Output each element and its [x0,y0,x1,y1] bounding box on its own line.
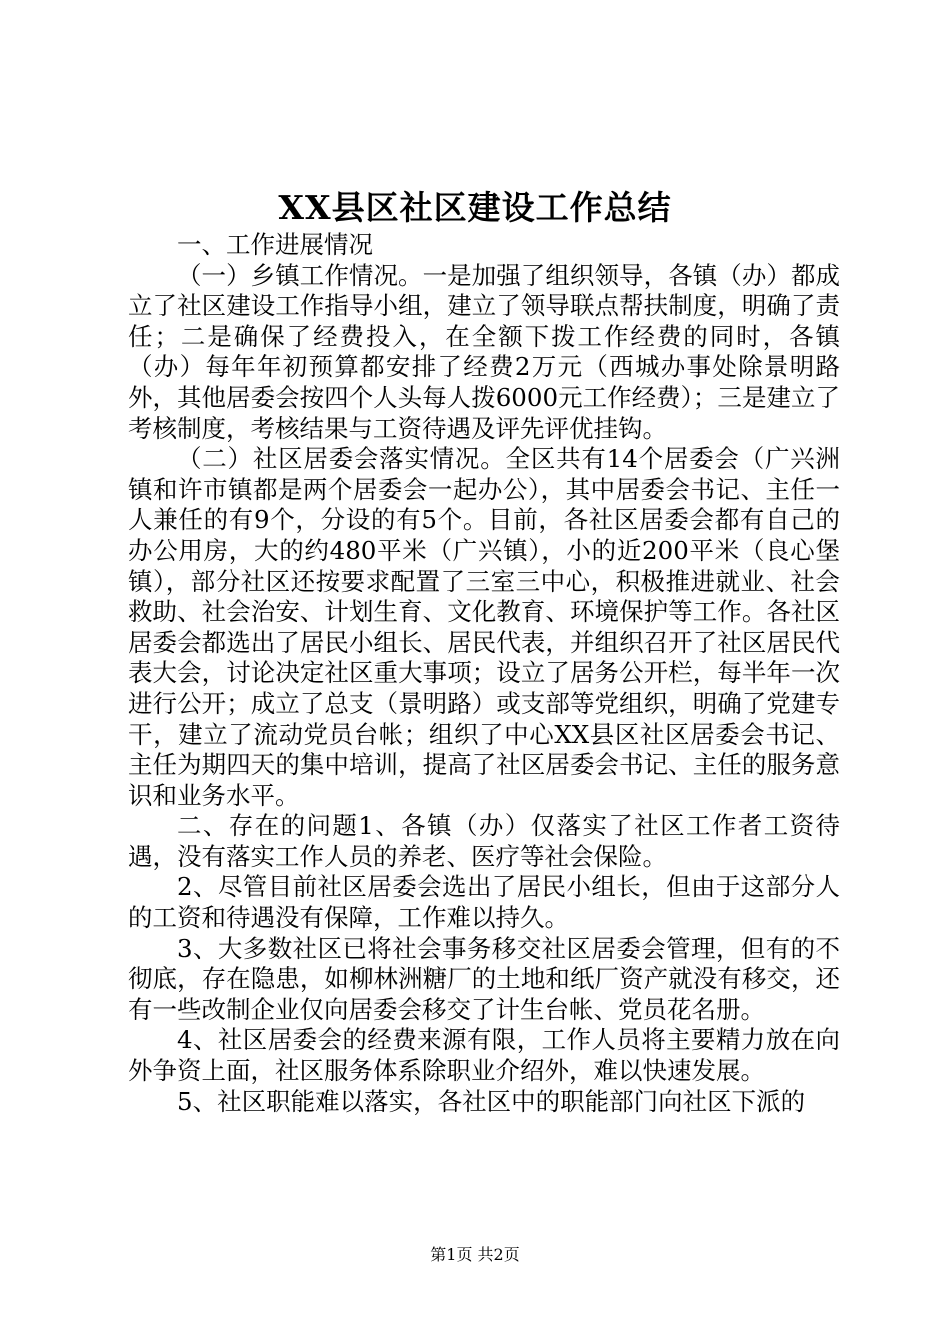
paragraph-township-work: （一）乡镇工作情况。一是加强了组织领导，各镇（办）都成立了社区建设工作指导小组，建立了领导联点帮扶制度，明确了责任；二是确保了经费投入，在全额下拨工作经费的同时，各镇（办）每年年初预算都安排了经费2万元（西城办事处除景明路外，其他居委会按四个人头每人拨6000元工作经费）；三是建立了考核制度，考核结果与工资待遇及评先评优挂钩。 [128,260,840,443]
paragraph-problem-5: 5、社区职能难以落实，各社区中的职能部门向社区下派的 [177,1086,806,1116]
paragraph-problem-1: 二、存在的问题1、各镇（办）仅落实了社区工作者工资待遇，没有落实工作人员的养老、医疗等社会保险。 [128,811,840,871]
paragraph-problem-2: 2、尽管目前社区居委会选出了居民小组长，但由于这部分人的工资和待遇没有保障，工作难以持久。 [128,872,840,933]
page-number-footer: 第1页 共2页 [430,1245,520,1264]
paragraph-committee-implementation: （二）社区居委会落实情况。全区共有14个居委会（广兴洲镇和许市镇都是两个居委会一起办公），其中居委会书记、主任一人兼任的有9个，分设的有5个。目前，各社区居委会都有自己的办公用房，大的约480平米（广兴镇），小的近200平米（良心堡镇），部分社区还按要求配置了三室三中心，积极推进就业、社会救助、社会治安、计划生育、文化教育、环境保护等工作。各社区居委会都选出了居民小组长、居民代表，并组织召开了社区居民代表大会，讨论决定社区重大事项；设立了居务公开栏，每半年一次进行公开；成立了总支（景明路）或支部等党组织，明确了党建专干，建立了流动党员台帐；组织了中心XX县区社区居委会书记、主任为期四天的集中培训，提高了社区居委会书记、主任的服务意识和业务水平。 [128,444,840,810]
document-title: XX县区社区建设工作总结 [278,188,672,227]
section-heading-progress: 一、工作进展情况 [177,230,373,259]
paragraph-problem-3: 3、大多数社区已将社会事务移交社区居委会管理，但有的不彻底，存在隐患，如柳林洲糖厂的土地和纸厂资产就没有移交，还有一些改制企业仅向居委会移交了计生台帐、党员花名册。 [128,933,840,1024]
paragraph-problem-4: 4、社区居委会的经费来源有限，工作人员将主要精力放在向外争资上面，社区服务体系除职业介绍外，难以快速发展。 [128,1025,840,1086]
document-body [128,230,840,1117]
